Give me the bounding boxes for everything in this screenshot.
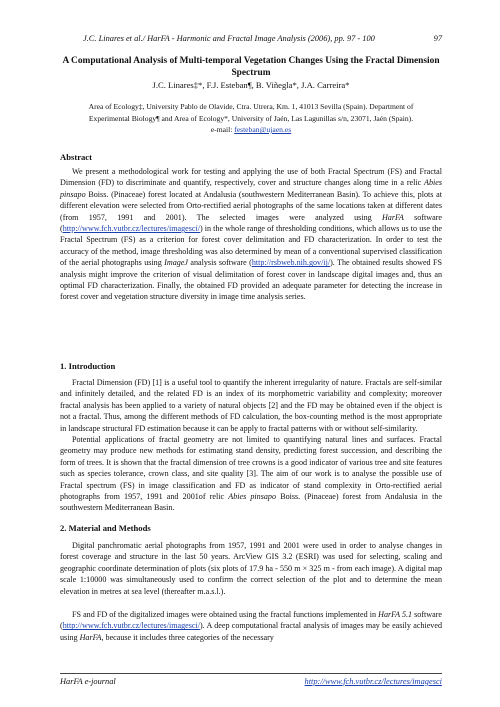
abstract-software-harfa: HarFA: [381, 212, 404, 222]
methods-text-2b: software (: [60, 610, 443, 631]
running-head: [60, 34, 442, 46]
abstract-text-1: We present a methodological work for testing and applying the use of both Fractal Spectrum (FS) and Fractal Dimension (FD) to discriminate and quantify, respectively, cover and structure changes along time in a relic: [60, 167, 442, 188]
methods-software-harfa: HarFA 5.1: [378, 610, 413, 619]
page-footer: [60, 673, 442, 688]
abstract-heading: Abstract: [60, 152, 92, 162]
methods-text-2a: FS and FD of the digitalized images were obtained using the fractal functions implemented in: [72, 610, 379, 619]
paper-title: A Computational Analysis of Multi-temporal Vegetation Changes Using the Fractal Dimension Spectrum: [62, 56, 440, 78]
methods-text-2d: , because it includes three categories of the necessary: [101, 632, 274, 642]
footer-link[interactable]: http://www.fch.vutbr.cz/lectures/imagesci: [304, 677, 442, 686]
methods-link-harfa[interactable]: http://www.fch.vutbr.cz/lectures/imagesci/: [62, 621, 200, 631]
introduction-text-2b: Boiss. (Pinaceae) forest from Andalusia in the southwestern Mediterranean Basin.: [60, 492, 443, 513]
page-number: 97: [433, 34, 442, 43]
abstract-text-2: Boiss. (Pinaceae) forest located at Andalusia (southwestern Mediterranean Basin). To achieve this, plots at different elevation were selected from Orto-rectified aerial photographs of the same locations taken at different dates (from 1957, 1991 and 2001). The selected images were analyzed using: [60, 189, 442, 222]
abstract-text-5: analysis software (: [188, 258, 252, 268]
affiliation-line-1: Area of Ecology‡, University Pablo de Olavide, Ctra. Utrera, Km. 1, 41013 Sevilla (Spain). Department of: [88, 102, 414, 111]
introduction-paragraph-1: Fractal Dimension (FD) [1] is a useful tool to quantify the inherent irregularity of nature. Fractals are self-similar and infinitely detailed, and the related FD is an index of its morphometric variability and complexity; moreover fractal analysis has been applied to a variety of natural objects [2] and the FD may be obtained even if the object is not a fractal. Thus, among the different methods of FD calculation, the box-counting method is the most appropriate in landscape structural FD estimation because it can be apply to fractal patterns with or without self-similarity.: [60, 378, 442, 433]
abstract-species: Abies pinsapo: [60, 178, 442, 199]
affiliation: [60, 101, 442, 136]
email-link[interactable]: festeban@ujaen.es: [234, 125, 292, 134]
introduction-text-2a: Potential applications of fractal geometry are not limited to quantifying natural lines and surfaces. Fractal geometry may produce new methods for estimating stand density, predicting forest succession, and describing the form of trees. It is shown that the fractal dimension of tree crowns is a good indicator of various tree and site features such as species tolerance, crown class, and site quality [3]. The aim of our work is to analyse the possible use of Fractal spectrum (FS) in image classification and FD as indicator of stand complexity in Orto-rectified aerial photographs from 1957, 1991 and 2001of relic: [60, 435, 442, 502]
methods-paragraph-2: [60, 609, 442, 643]
email-line: [60, 124, 442, 136]
abstract-link-harfa[interactable]: http://www.fch.vutbr.cz/lectures/imagesci/: [62, 224, 200, 234]
footer-journal: HarFA e-journal: [60, 677, 116, 686]
methods-paragraph-1: Digital panchromatic aerial photographs from 1957, 1991 and 2001 were used in order to analyse changes in forest coverage and structure in the last 50 years. ArcView GIS 3.2 (ESRI) was used for selecting, scaling and geographic coordinate determination of plots (six plots of 17.9 ha - 550 m × 325 m - from each image). A digital map scale 1:10000 was simultaneously used to confirm the correct selection of the plot and to determine the mean elevation in metres at sea level (thereafter m.a.s.l.).: [60, 541, 442, 596]
abstract-link-imagej[interactable]: http://rsbweb.nih.gov/ij/: [251, 258, 331, 268]
abstract-text-3: software (: [60, 212, 442, 234]
author-list: J.C. Linares‡*, F.J. Esteban¶, B. Viñegla*, J.A. Carreira*: [152, 80, 350, 90]
affiliation-line-2: Experimental Biology¶ and Area of Ecology*, University of Jaén, Las Lagunillas s/n, 23071, Jaén (Spain).: [88, 113, 414, 123]
running-head-text: J.C. Linares et al./ HarFA - Harmonic and Fractal Image Analysis (2006), pp. 97 - 100: [83, 34, 375, 43]
methods-heading: 2. Material and Methods: [60, 523, 151, 533]
abstract-paragraph: [60, 166, 442, 303]
abstract-software-imagej: ImageJ: [164, 258, 188, 268]
abstract-text-4: ) in the whole range of thresholding conditions, which allows us to use the Fractal Spectrum (FS) as a criterion for forest cover delimitation and FD characterization. In order to test the accuracy of the method, image thresholding was also determined by mean of a conventional supervised classification of the aerial photographs using: [60, 224, 442, 268]
email-label: e-mail:: [210, 125, 233, 134]
introduction-species: Abies pinsapo: [228, 492, 277, 502]
abstract-text-6: ). The obtained results showed FS analysis might improve the criterion of visual delimitation of forest cover in landscape digital images and, thus an optimal FD characterization. Finally, the obtained FD provided an adequate parameter for detecting the increase in forest cover and vegetation structure diversity in image time analysis series.: [60, 258, 442, 302]
introduction-heading: 1. Introduction: [60, 361, 116, 371]
introduction-paragraph-2: [60, 434, 442, 514]
methods-text-2c: ). A deep computational fractal analysis of images may be easily achieved using: [60, 621, 442, 642]
methods-software-harfa-2: HarFA: [79, 632, 102, 642]
